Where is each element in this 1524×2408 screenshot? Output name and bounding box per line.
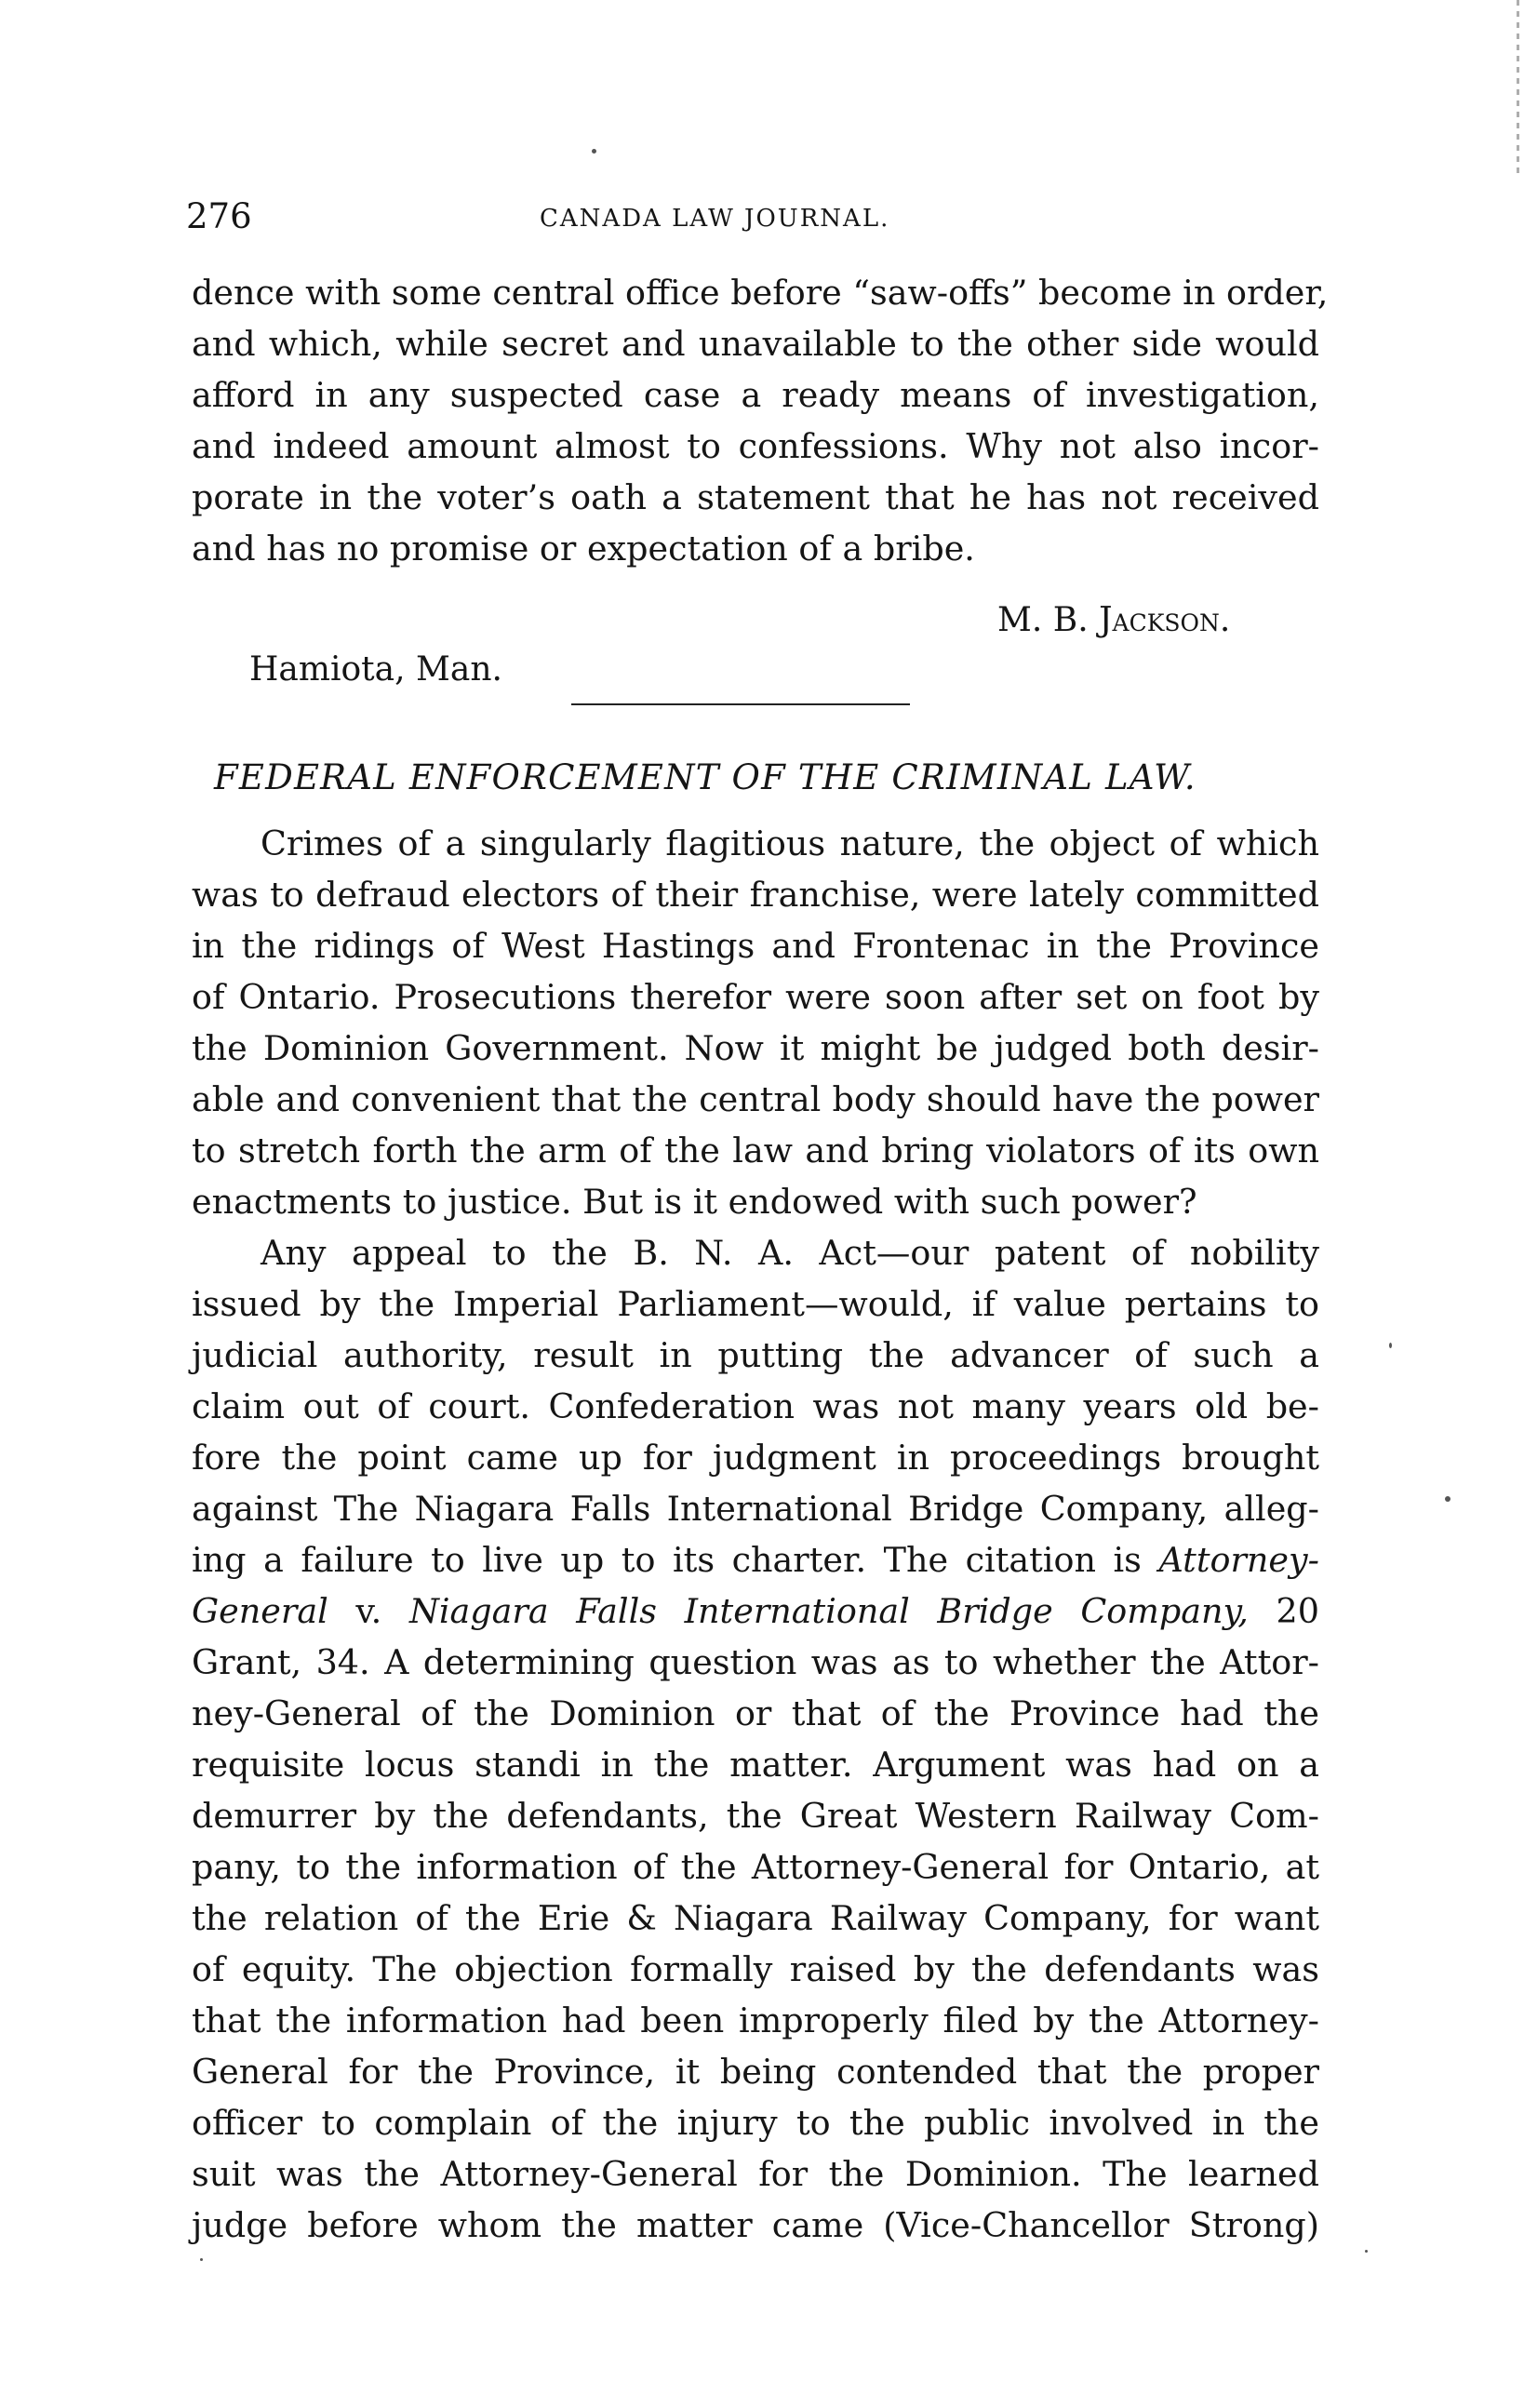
paragraph-line: of Ontario. Prosecutions therefor were soon after set on foot by bbox=[192, 977, 1319, 1017]
paragraph-line: fore the point came up for judgment in proceedings brought bbox=[192, 1438, 1319, 1478]
citation-text: ing a failure to live up to its charter. The citation is bbox=[192, 1540, 1159, 1580]
citation-case-name: Attorney- bbox=[1158, 1540, 1319, 1580]
paragraph-line: requisite locus standi in the matter. Argument was had on a bbox=[192, 1745, 1319, 1785]
paragraph-line: to stretch forth the arm of the law and bring violators of its own bbox=[192, 1130, 1319, 1171]
paragraph-line: the relation of the Erie & Niagara Railway Company, for want bbox=[192, 1898, 1319, 1938]
paragraph-line: able and convenient that the central body should have the power bbox=[192, 1079, 1319, 1119]
paragraph-line: of equity. The objection formally raised by the defendants was bbox=[192, 1949, 1319, 1989]
letter-line: porate in the voter’s oath a statement that he has not received bbox=[192, 477, 1319, 517]
paragraph-line: enactments to justice. But is it endowed with such power? bbox=[192, 1182, 1197, 1222]
paragraph-line: issued by the Imperial Parliament—would, if value pertains to bbox=[192, 1284, 1319, 1324]
running-head: CANADA LAW JOURNAL. bbox=[540, 205, 890, 233]
paragraph-line: the Dominion Government. Now it might be judged both desir- bbox=[192, 1028, 1319, 1068]
citation-volume: 20 bbox=[1248, 1591, 1319, 1631]
citation-case-name: General bbox=[192, 1591, 328, 1631]
scan-speck bbox=[200, 2258, 203, 2261]
paragraph-line: ney-General of the Dominion or that of the Province had the bbox=[192, 1693, 1319, 1733]
scan-speck bbox=[592, 149, 596, 154]
paragraph-line: judge before whom the matter came (Vice-Chancellor Strong) bbox=[192, 2205, 1319, 2245]
letter-place: Hamiota, Man. bbox=[249, 650, 502, 689]
letter-line: afford in any suspected case a ready means of investigation, bbox=[192, 375, 1319, 415]
letter-line: and indeed amount almost to confessions. Why not also incor- bbox=[192, 426, 1319, 466]
paragraph-line: General for the Province, it being contended that the proper bbox=[192, 2052, 1319, 2092]
paragraph-line: in the ridings of West Hastings and Frontenac in the Province bbox=[192, 926, 1319, 966]
paragraph-line: judicial authority, result in putting the advancer of such a bbox=[192, 1335, 1319, 1375]
scan-speck bbox=[1445, 1496, 1450, 1502]
citation-versus: v. bbox=[328, 1591, 409, 1631]
paragraph-line: officer to complain of the injury to the public involved in the bbox=[192, 2103, 1319, 2143]
paragraph-line: was to defraud electors of their franchise, were lately committed bbox=[192, 875, 1319, 915]
article-title: FEDERAL ENFORCEMENT OF THE CRIMINAL LAW. bbox=[214, 757, 1196, 797]
paragraph-line: Any appeal to the B. N. A. Act—our patent of nobility bbox=[261, 1233, 1319, 1273]
paragraph-line: Grant, 34. A determining question was as to whether the Attor- bbox=[192, 1642, 1319, 1682]
letter-line: and which, while secret and unavailable to the other side would bbox=[192, 324, 1319, 364]
page-number: 276 bbox=[186, 196, 252, 236]
paragraph-line: that the information had been improperly filed by the Attorney- bbox=[192, 2000, 1319, 2040]
scan-speck bbox=[1389, 1343, 1392, 1348]
section-divider bbox=[571, 703, 910, 705]
paragraph-line: demurrer by the defendants, the Great Western Railway Com- bbox=[192, 1796, 1319, 1836]
paragraph-line: claim out of court. Confederation was not many years old be- bbox=[192, 1386, 1319, 1426]
paragraph-line: Crimes of a singularly flagitious nature, the object of which bbox=[261, 823, 1319, 863]
paragraph-line: pany, to the information of the Attorney-General for Ontario, at bbox=[192, 1847, 1319, 1887]
scan-edge-mark bbox=[1517, 0, 1519, 177]
letter-signature: M. B. Jackson. bbox=[997, 601, 1231, 639]
paragraph-line: suit was the Attorney-General for the Dominion. The learned bbox=[192, 2154, 1319, 2194]
citation-line bbox=[192, 1586, 1319, 1637]
citation-case-name: Niagara Falls International Bridge Company, bbox=[408, 1591, 1249, 1631]
letter-line: and has no promise or expectation of a bribe. bbox=[192, 528, 975, 569]
citation-line bbox=[192, 1535, 1319, 1585]
scan-speck bbox=[1365, 2250, 1368, 2253]
page-header bbox=[186, 194, 1321, 240]
paragraph-line: against The Niagara Falls International Bridge Company, alleg- bbox=[192, 1489, 1319, 1529]
letter-line: dence with some central office before “saw-offs” become in order, bbox=[192, 273, 1329, 313]
